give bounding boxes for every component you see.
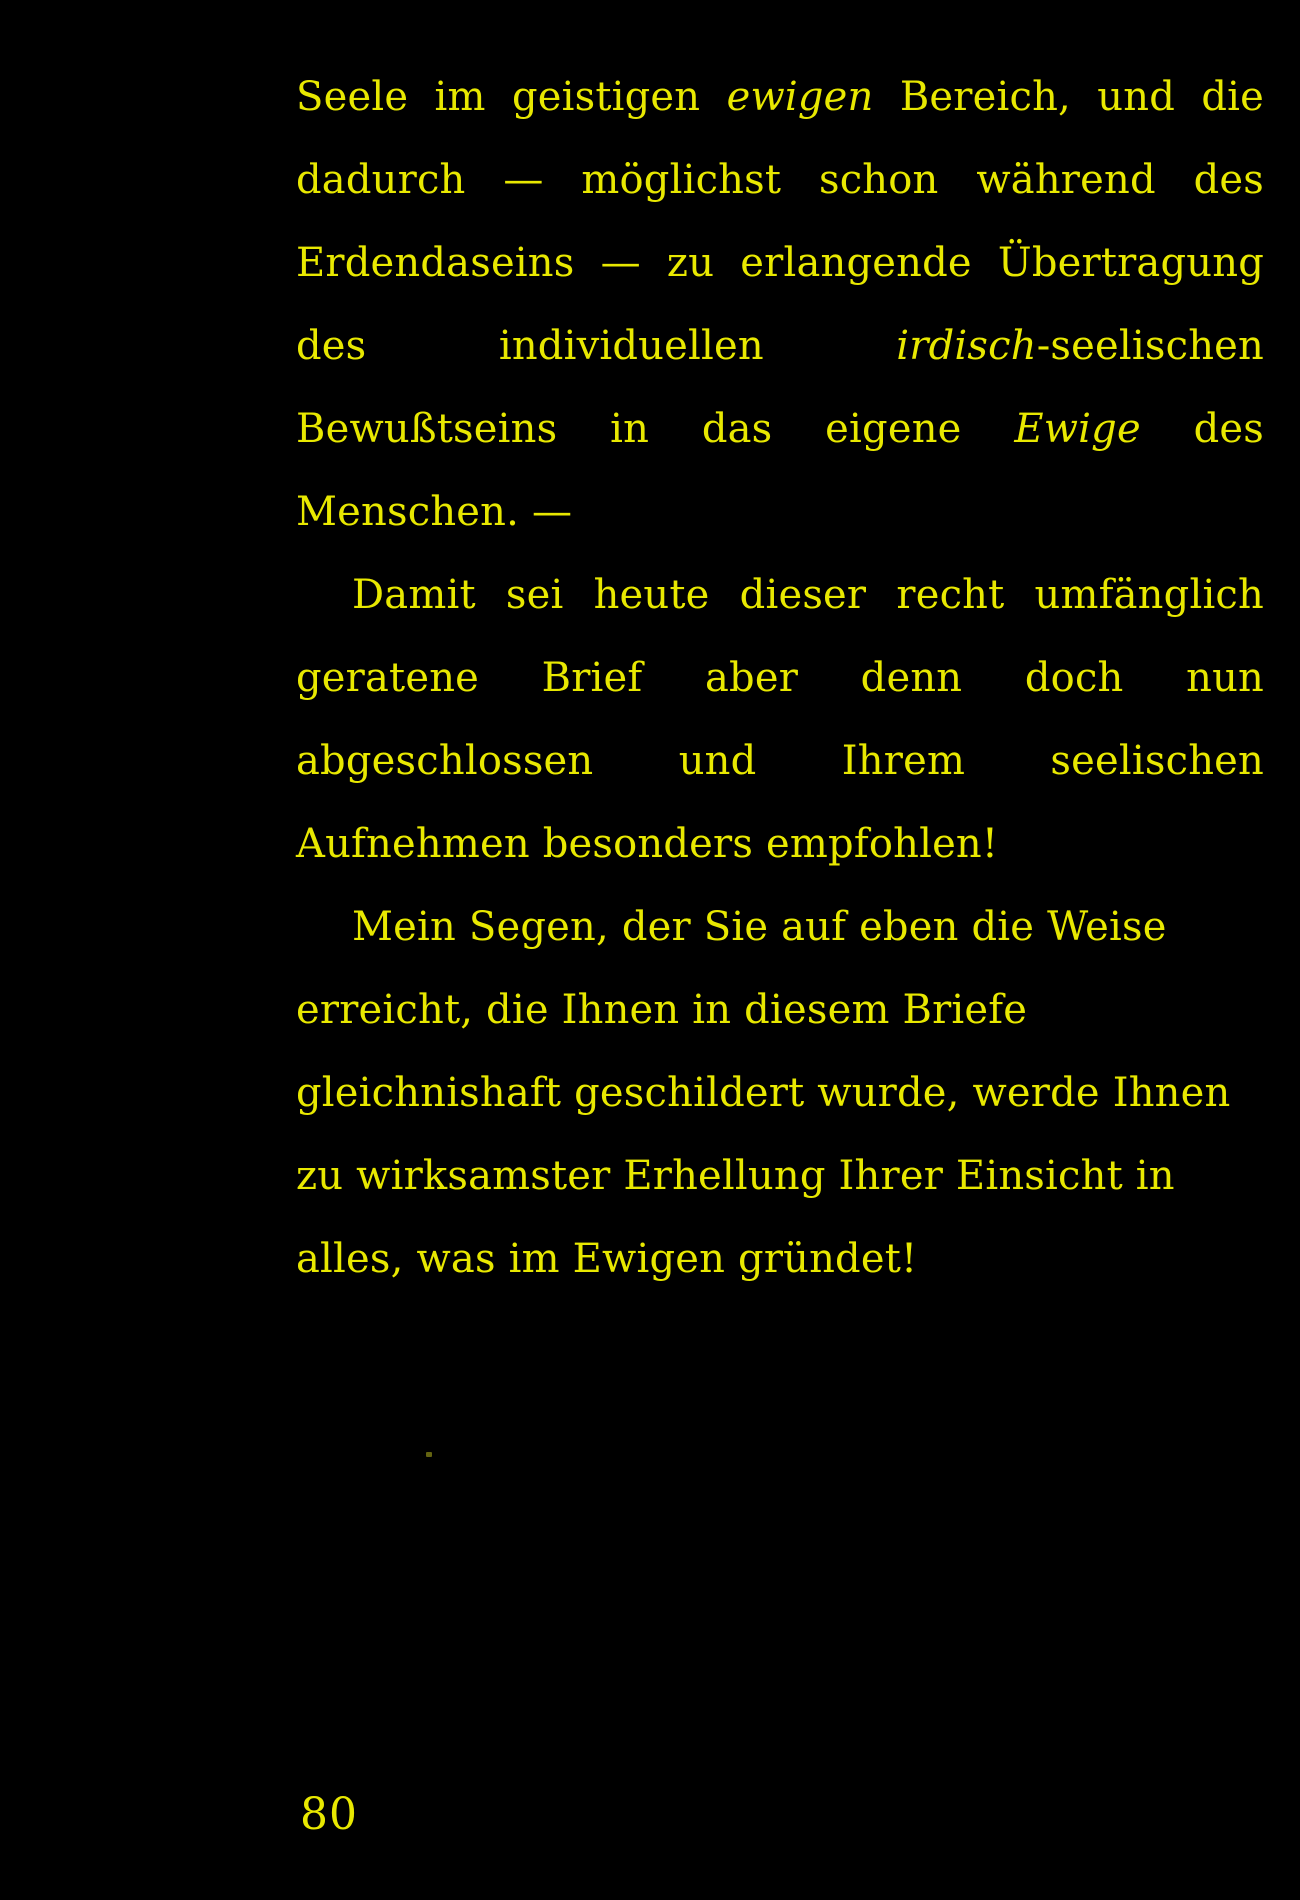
text-run: Bereich, und die dadurch — möglichst schon während des Erdendaseins — zu erlangende Übertragung des individuellen — [296, 74, 1264, 369]
text-run: Ewige — [1014, 406, 1141, 452]
paragraph-1 — [296, 56, 1264, 554]
page-text-body — [296, 56, 1264, 1301]
text-run: irdisch — [896, 323, 1037, 369]
page-number: 80 — [300, 1789, 358, 1840]
text-run: -seelischen Bewußtseins in das eigene — [296, 323, 1264, 452]
text-run: Seele im geistigen — [296, 74, 727, 120]
paragraph-3 — [296, 886, 1264, 1301]
text-run: Damit sei heute dieser recht umfänglich geratene Brief aber denn doch nun abgeschlossen und Ihrem seelischen Aufnehmen besonders empfohlen! — [296, 572, 1264, 867]
text-run: des Menschen. — — [296, 406, 1264, 535]
text-run: Mein Segen, der Sie auf eben die Weise erreicht, die Ihnen in diesem Briefe gleichnishaft geschildert wurde, werde Ihnen zu wirksamster Erhellung Ihrer Einsicht in alles, was im Ewigen gründet! — [296, 904, 1231, 1282]
paragraph-2 — [296, 554, 1264, 886]
text-run: ewigen — [726, 74, 874, 120]
stray-ink-mark — [426, 1452, 432, 1457]
